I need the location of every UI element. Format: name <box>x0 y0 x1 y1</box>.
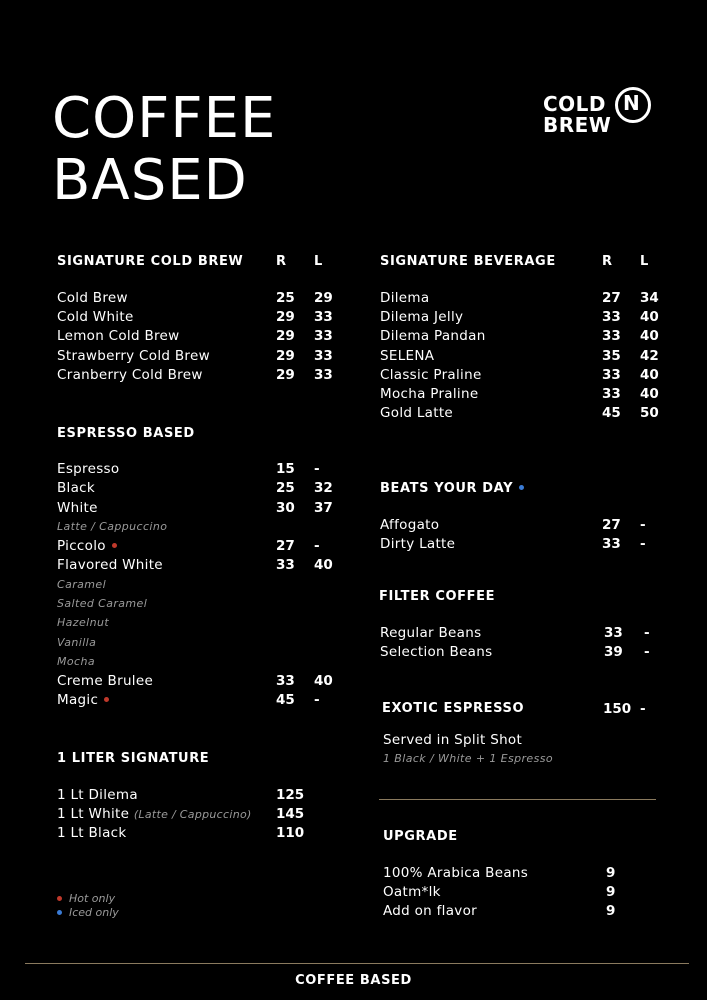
item-name: Strawberry Cold Brew <box>57 348 210 364</box>
item-name: Lemon Cold Brew <box>57 328 180 344</box>
item-piccolo <box>57 538 117 554</box>
item-name: Selection Beans <box>380 644 493 660</box>
price-large: - <box>644 625 650 641</box>
hot-only-dot-icon <box>112 543 117 548</box>
item-name: Flavored White <box>57 557 163 573</box>
price-regular: 39 <box>604 644 623 660</box>
price-regular: 29 <box>276 367 295 383</box>
flavor-option: Vanilla <box>57 636 97 649</box>
price-large: - <box>314 692 320 708</box>
price-regular: 30 <box>276 500 295 516</box>
price: 9 <box>606 884 616 900</box>
price-regular: 25 <box>276 480 295 496</box>
price-regular: 33 <box>602 536 621 552</box>
logo-letter-n: N <box>623 91 640 115</box>
price-large: 32 <box>314 480 333 496</box>
item-note: 1 Black / White + 1 Espresso <box>383 752 553 765</box>
price-large: 40 <box>314 673 333 689</box>
price-large: 50 <box>640 405 659 421</box>
item-name: Oatm*lk <box>383 884 441 900</box>
price-regular: 29 <box>276 348 295 364</box>
price: 125 <box>276 787 305 803</box>
price-regular: 33 <box>602 386 621 402</box>
section-title-signature-cold-brew: SIGNATURE COLD BREW <box>57 254 244 269</box>
item-name: Affogato <box>380 517 440 533</box>
section-title-filter-coffee: FILTER COFFEE <box>379 589 496 604</box>
price-large: 40 <box>314 557 333 573</box>
item-name: 1 Lt Black <box>57 825 127 841</box>
price-large: 40 <box>640 367 659 383</box>
price-regular: 27 <box>276 538 295 554</box>
item-name: Cranberry Cold Brew <box>57 367 203 383</box>
price-regular: 33 <box>276 673 295 689</box>
item-note: Latte / Cappuccino <box>57 520 168 533</box>
price-large: 40 <box>640 328 659 344</box>
item-name: Add on flavor <box>383 903 478 919</box>
title-line-2: BASED <box>52 148 248 213</box>
footer-divider <box>25 963 689 964</box>
iced-only-dot-icon <box>519 485 524 490</box>
price-regular: 35 <box>602 348 621 364</box>
section-title-espresso-based: ESPRESSO BASED <box>57 426 195 441</box>
price-large: 29 <box>314 290 333 306</box>
price-large: 34 <box>640 290 659 306</box>
section-title-beats-your-day <box>380 481 524 497</box>
price-large: - <box>640 701 646 717</box>
column-header-r: R <box>276 254 287 269</box>
item-description: Served in Split Shot <box>383 732 523 748</box>
flavor-option: Caramel <box>57 578 107 591</box>
price-large: - <box>644 644 650 660</box>
flavor-option: Mocha <box>57 655 95 668</box>
item-magic <box>57 692 109 708</box>
price: 145 <box>276 806 305 822</box>
item-name: 1 Lt White <box>57 806 130 822</box>
section-title-text: BEATS YOUR DAY <box>380 481 514 496</box>
item-name: Espresso <box>57 461 120 477</box>
price-regular: 45 <box>276 692 295 708</box>
item-name: Mocha Praline <box>380 386 479 402</box>
item-name: Dirty Latte <box>380 536 456 552</box>
price-large: - <box>314 461 320 477</box>
item-name: 1 Lt Dilema <box>57 787 138 803</box>
item-name: Gold Latte <box>380 405 454 421</box>
legend-iced-label: Iced only <box>69 906 119 919</box>
hot-only-dot-icon <box>57 896 62 901</box>
column-header-l: L <box>640 254 649 269</box>
logo-word-brew: BREW <box>543 113 612 137</box>
price: 9 <box>606 903 616 919</box>
price-large: 33 <box>314 328 333 344</box>
price-regular: 25 <box>276 290 295 306</box>
price: 9 <box>606 865 616 881</box>
section-title-exotic-espresso: EXOTIC ESPRESSO <box>382 701 525 716</box>
price-large: - <box>640 517 646 533</box>
price-regular: 33 <box>604 625 623 641</box>
page-title <box>52 88 276 212</box>
section-title-signature-beverage: SIGNATURE BEVERAGE <box>380 254 556 269</box>
legend-hot-label: Hot only <box>69 892 116 905</box>
price-large: - <box>314 538 320 554</box>
column-header-l: L <box>314 254 323 269</box>
item-name: Dilema Pandan <box>380 328 486 344</box>
price-regular: 33 <box>602 309 621 325</box>
item-1lt-white <box>57 806 252 823</box>
price-regular: 27 <box>602 517 621 533</box>
price-regular: 45 <box>602 405 621 421</box>
price-regular: 29 <box>276 328 295 344</box>
price-regular: 33 <box>602 328 621 344</box>
footer-label: COFFEE BASED <box>295 973 412 988</box>
item-name: Cold White <box>57 309 134 325</box>
hot-only-dot-icon <box>104 697 109 702</box>
item-name: Creme Brulee <box>57 673 154 689</box>
item-name: Cold Brew <box>57 290 128 306</box>
price-large: 42 <box>640 348 659 364</box>
flavor-option: Hazelnut <box>57 616 110 629</box>
price: 110 <box>276 825 305 841</box>
price-regular: 29 <box>276 309 295 325</box>
cold-n-brew-logo <box>543 86 663 136</box>
price-regular: 150 <box>603 701 632 717</box>
section-title-upgrade: UPGRADE <box>383 829 458 844</box>
item-name: 100% Arabica Beans <box>383 865 529 881</box>
price-large: 40 <box>640 386 659 402</box>
price-regular: 33 <box>276 557 295 573</box>
section-divider <box>379 799 656 800</box>
price-regular: 33 <box>602 367 621 383</box>
price-large: 40 <box>640 309 659 325</box>
column-header-r: R <box>602 254 613 269</box>
item-name: SELENA <box>380 348 435 364</box>
item-note: (Latte / Cappuccino) <box>133 808 252 821</box>
flavor-option: Salted Caramel <box>57 597 148 610</box>
price-large: 37 <box>314 500 333 516</box>
item-name: Piccolo <box>57 538 106 554</box>
item-name: Dilema <box>380 290 430 306</box>
price-large: 33 <box>314 348 333 364</box>
logo-word-cold: COLD <box>543 92 607 116</box>
price-regular: 15 <box>276 461 295 477</box>
section-title-1-liter-signature: 1 LITER SIGNATURE <box>57 751 210 766</box>
item-name: Regular Beans <box>380 625 482 641</box>
price-regular: 27 <box>602 290 621 306</box>
price-large: 33 <box>314 309 333 325</box>
item-name: Magic <box>57 692 99 708</box>
iced-only-dot-icon <box>57 910 62 915</box>
item-name: Dilema Jelly <box>380 309 464 325</box>
price-large: - <box>640 536 646 552</box>
item-name: Black <box>57 480 96 496</box>
item-name: Classic Praline <box>380 367 482 383</box>
legend-iced <box>57 906 119 920</box>
legend-hot <box>57 892 115 906</box>
price-large: 33 <box>314 367 333 383</box>
title-line-1: COFFEE <box>52 86 277 151</box>
item-name: White <box>57 500 98 516</box>
